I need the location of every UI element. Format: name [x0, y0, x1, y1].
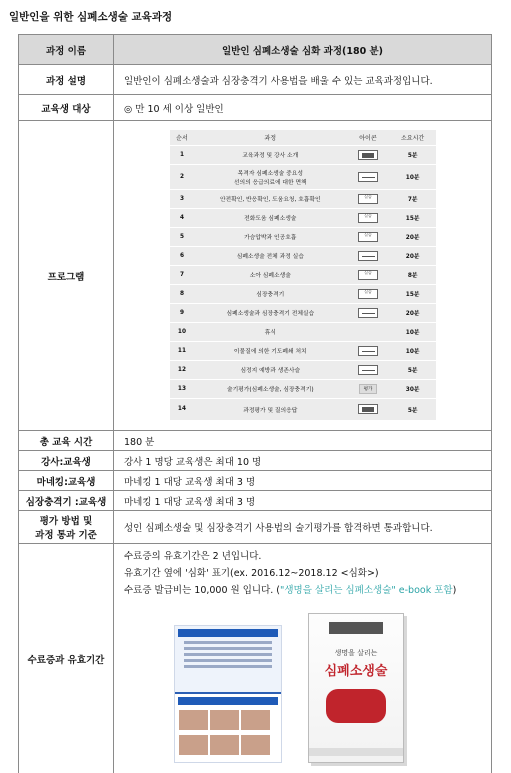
- manikin-ratio-label: 마네킹:교육생: [19, 471, 114, 491]
- program-row-item: [170, 164, 436, 189]
- program-duration: 15분: [390, 284, 436, 303]
- program-duration: 5분: [390, 145, 436, 164]
- video-icon: [358, 172, 378, 182]
- course-name-row: [19, 35, 492, 65]
- instructor-ratio-label: 강사:교육생: [19, 451, 114, 471]
- lecture-icon: [358, 404, 378, 414]
- certificate-cell: [114, 544, 492, 773]
- program-order: 14: [170, 398, 195, 420]
- total-time-value: 180 분: [114, 431, 492, 451]
- program-order: 9: [170, 303, 195, 322]
- program-icon-cell: [346, 284, 390, 303]
- program-order: 7: [170, 265, 195, 284]
- program-icon-cell: [346, 360, 390, 379]
- program-icon-cell: [346, 398, 390, 420]
- program-duration: 5분: [390, 398, 436, 420]
- program-row-item: [170, 341, 436, 360]
- page-title: 일반인을 위한 심폐소생술 교육과정: [9, 11, 173, 23]
- manikin-ratio-value: 마네킹 1 대당 교육생 최대 3 명: [114, 471, 492, 491]
- practice-icon: 실습: [358, 232, 378, 242]
- total-time-label: 총 교육 시간: [19, 431, 114, 451]
- program-duration: 7분: [390, 189, 436, 208]
- program-content: 심장충격기: [194, 284, 346, 303]
- program-content: 이물질에 의한 기도폐쇄 처치: [194, 341, 346, 360]
- program-header-cell: 과정: [194, 130, 346, 145]
- lecture-icon: [358, 150, 378, 160]
- program-content: 심폐소생술 전체 과정 실습: [194, 246, 346, 265]
- video-icon: [358, 251, 378, 261]
- evaluation-row: [19, 511, 492, 544]
- program-row-item: [170, 145, 436, 164]
- description-value: 일반인이 심폐소생술과 심장충격기 사용법을 배울 수 있는 교육과정입니다.: [114, 65, 492, 95]
- program-icon-cell: [346, 379, 390, 398]
- program-duration: 10분: [390, 341, 436, 360]
- target-row: [19, 95, 492, 121]
- program-icon-cell: [346, 341, 390, 360]
- course-name-label: 과정 이름: [19, 35, 114, 65]
- aed-ratio-row: [19, 491, 492, 511]
- program-content: 과정평가 및 질의응답: [194, 398, 346, 420]
- program-row-item: [170, 360, 436, 379]
- certificate-fee-close: ): [452, 585, 457, 596]
- practice-icon: 실습: [358, 213, 378, 223]
- program-row-item: [170, 303, 436, 322]
- program-order: 10: [170, 322, 195, 341]
- program-duration: 10분: [390, 164, 436, 189]
- certificate-label: 수료증과 유효기간: [19, 544, 114, 773]
- program-duration: 15분: [390, 208, 436, 227]
- program-order: 12: [170, 360, 195, 379]
- certificate-fee-text: 수료증 발급비는 10,000 원 입니다. (: [124, 585, 281, 596]
- course-name-value: 일반인 심폐소생술 심화 과정(180 분): [114, 35, 492, 65]
- program-icon-cell: [346, 164, 390, 189]
- program-content: 안전확인, 반응확인, 도움요청, 호흡확인: [194, 189, 346, 208]
- aed-ratio-value: 마네킹 1 대당 교육생 최대 3 명: [114, 491, 492, 511]
- program-order: 8: [170, 284, 195, 303]
- program-row-item: [170, 284, 436, 303]
- program-row: [19, 121, 492, 431]
- aed-ratio-label: 심장충격기 :교육생: [19, 491, 114, 511]
- practice-icon: 실습: [358, 289, 378, 299]
- program-content: 심정지 예방과 생존사슬: [194, 360, 346, 379]
- evaluation-value: 성인 심폐소생술 및 심장충격기 사용법의 술기평가를 합격하면 통과합니다.: [114, 511, 492, 544]
- description-label: 과정 설명: [19, 65, 114, 95]
- program-duration: 8분: [390, 265, 436, 284]
- total-time-row: [19, 431, 492, 451]
- program-icon-cell: [346, 265, 390, 284]
- certificate-notation: 유효기간 옆에 '심화' 표기(ex. 2016.12~2018.12 <심화>): [124, 568, 379, 579]
- program-icon-cell: [346, 303, 390, 322]
- course-table: [18, 34, 492, 773]
- program-duration: 30분: [390, 379, 436, 398]
- program-header-row: [170, 130, 436, 145]
- target-label: 교육생 대상: [19, 95, 114, 121]
- program-duration: 20분: [390, 246, 436, 265]
- program-content: 목격자 심폐소생술 중요성 선의의 응급의료에 대한 면책: [194, 164, 346, 189]
- program-content: 가슴압박과 인공호흡: [194, 227, 346, 246]
- program-row-item: [170, 227, 436, 246]
- program-order: 13: [170, 379, 195, 398]
- program-row-item: [170, 398, 436, 420]
- program-content: 휴식: [194, 322, 346, 341]
- program-content: 전화도움 심폐소생술: [194, 208, 346, 227]
- program-icon-cell: [346, 246, 390, 265]
- program-order: 6: [170, 246, 195, 265]
- program-duration: 20분: [390, 303, 436, 322]
- program-duration: 20분: [390, 227, 436, 246]
- certificate-images: [124, 613, 481, 763]
- program-icon-cell: [346, 322, 390, 341]
- program-row-item: [170, 322, 436, 341]
- ebook-cover-image: [308, 613, 404, 763]
- practice-icon: 실습: [358, 270, 378, 280]
- certificate-row: [19, 544, 492, 773]
- heart-icon: [326, 689, 386, 723]
- program-label: 프로그램: [19, 121, 114, 431]
- program-row-item: [170, 265, 436, 284]
- program-duration: 10분: [390, 322, 436, 341]
- instructor-ratio-value: 강사 1 명당 교육생은 최대 10 명: [114, 451, 492, 471]
- program-order: 11: [170, 341, 195, 360]
- program-icon-cell: [346, 189, 390, 208]
- ebook-title: 심폐소생술: [324, 664, 388, 679]
- description-row: [19, 65, 492, 95]
- program-cell: [114, 121, 492, 431]
- program-content: 교육과정 및 강사 소개: [194, 145, 346, 164]
- program-header-cell: 아이콘: [346, 130, 390, 145]
- program-content: 술기평가(심폐소생술, 심장충격기): [194, 379, 346, 398]
- practice-icon: 실습: [358, 194, 378, 204]
- program-icon-cell: [346, 145, 390, 164]
- program-order: 3: [170, 189, 195, 208]
- video-icon: [358, 365, 378, 375]
- program-order: 2: [170, 164, 195, 189]
- certificate-card-image: [174, 625, 282, 763]
- target-value: ◎ 만 10 세 이상 일반인: [114, 95, 492, 121]
- video-icon: [358, 308, 378, 318]
- program-header-cell: 소요시간: [390, 130, 436, 145]
- certificate-validity: 수료증의 유효기간은 2 년입니다.: [124, 551, 262, 562]
- certificate-fee: [124, 582, 481, 599]
- program-schedule-table: [170, 130, 436, 421]
- video-icon: [358, 346, 378, 356]
- program-content: 심폐소생술과 심장충격기 전체실습: [194, 303, 346, 322]
- program-row-item: [170, 208, 436, 227]
- program-icon-cell: [346, 208, 390, 227]
- program-row-item: [170, 189, 436, 208]
- program-order: 5: [170, 227, 195, 246]
- program-content: 소아 심폐소생술: [194, 265, 346, 284]
- program-icon-cell: [346, 227, 390, 246]
- ebook-subtitle: 생명을 살리는: [334, 649, 378, 657]
- eval-icon: 평가: [359, 384, 377, 394]
- program-row-item: [170, 379, 436, 398]
- program-order: 4: [170, 208, 195, 227]
- program-order: 1: [170, 145, 195, 164]
- instructor-ratio-row: [19, 451, 492, 471]
- evaluation-label: 평가 방법 및 과정 통과 기준: [19, 511, 114, 544]
- program-header-cell: 순서: [170, 130, 195, 145]
- manikin-ratio-row: [19, 471, 492, 491]
- program-duration: 5분: [390, 360, 436, 379]
- ebook-note: "생명을 살리는 심폐소생술" e-book 포함: [280, 585, 453, 596]
- program-row-item: [170, 246, 436, 265]
